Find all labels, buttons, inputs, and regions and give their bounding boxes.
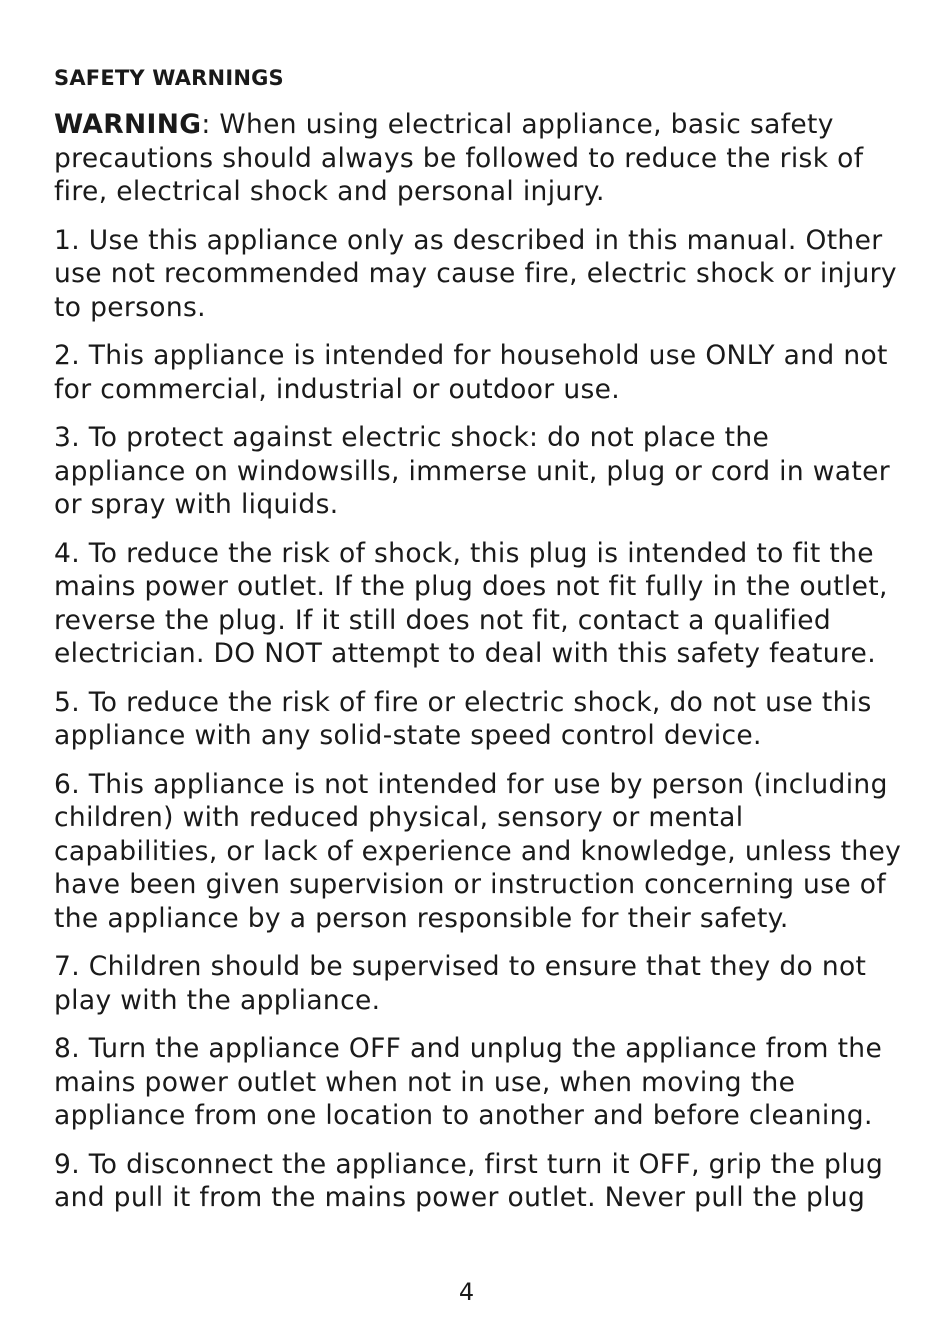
warning-item-4: 4. To reduce the risk of shock, this plug is intended to fit the mains power outlet. If the plug does not fit fully in the outlet, reverse the plug. If it still does not fit, contact a qualified electrician. DO NOT attempt to deal with this safety feature. [54,537,888,669]
section-heading: SAFETY WARNINGS [54,66,284,90]
warning-item-3: 3. To protect against electric shock: do not place the appliance on windowsills, immerse unit, plug or cord in water or spray with liquids. [54,422,891,520]
warning-item-6: 6. This appliance is not intended for use by person (including children) with reduced physical, sensory or mental capabilities, or lack of experience and knowledge, unless they have been given supervision or instruction concerning use of the appliance by a person responsible for their safety. [54,768,902,934]
warning-item-5: 5. To reduce the risk of fire or electric shock, do not use this appliance with any solid-state speed control device. [54,686,872,751]
warning-text: : When using electrical appliance, basic safety precautions should always be followed to reduce the risk of fire, electrical shock and personal injury. [54,109,864,207]
warning-item-1: 1. Use this appliance only as described in this manual. Other use not recommended may cause fire, electric shock or injury to persons. [54,224,897,323]
warning-item-8: 8. Turn the appliance OFF and unplug the appliance from the mains power outlet when not in use, when moving the appliance from one location to another and before cleaning. [54,1033,883,1131]
warning-item-7: 7. Children should be supervised to ensure that they do not play with the appliance. [54,951,867,1016]
warning-label: WARNING [54,109,202,140]
warning-item-2: 2. This appliance is intended for household use ONLY and not for commercial, industrial or outdoor use. [54,340,888,405]
warning-paragraph [54,108,904,209]
warning-item-9: 9. To disconnect the appliance, first turn it OFF, grip the plug and pull it from the mains power outlet. Never pull the plug [54,1148,884,1213]
warnings-content [54,108,904,1230]
page-number: 4 [458,1278,475,1306]
